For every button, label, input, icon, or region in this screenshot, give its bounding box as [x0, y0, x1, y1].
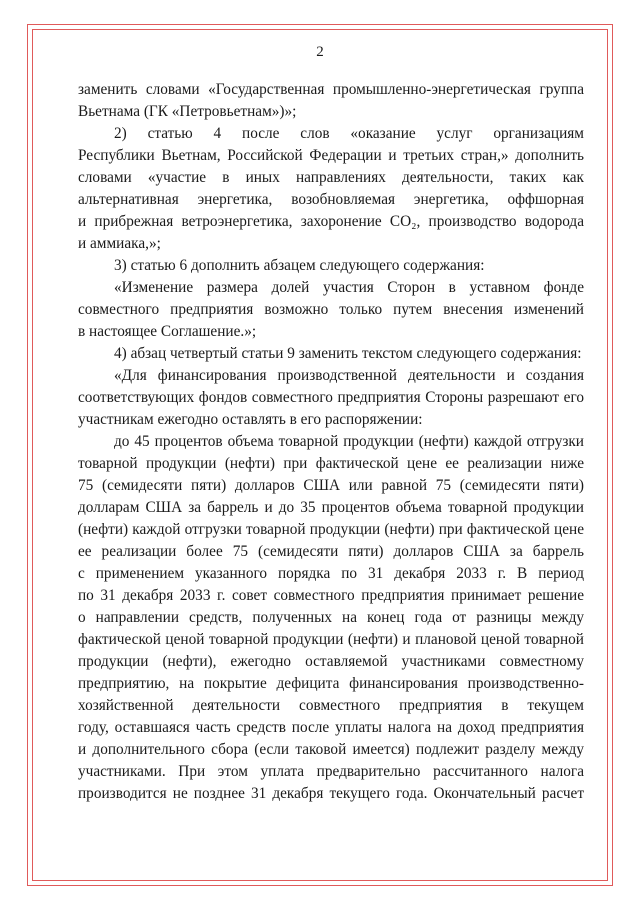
text-line: и прибрежная ветроэнергетика, захоронение CO₂, производство водорода: [78, 213, 584, 230]
text-line: 2) статью 4 после слов «оказание услуг организациям: [114, 125, 584, 142]
text-line: продукции (нефти), ежегодно оставляемой участниками совместному: [78, 653, 584, 670]
text-line: фактической ценой товарной продукции (нефти) и плановой ценой товарной: [78, 631, 584, 648]
page-number: 2: [316, 44, 324, 60]
text-line: заменить словами «Государственная промышленно-энергетическая группа: [78, 81, 584, 98]
text-line: 3) статью 6 дополнить абзацем следующего содержания:: [114, 257, 485, 274]
text-line: году, оставшаяся часть средств после уплаты налога на доход предприятия: [78, 719, 584, 736]
text-line: в настоящее Соглашение.»;: [78, 323, 257, 340]
text-line: и аммиака,»;: [78, 235, 161, 252]
text-line: (нефти) каждой отгрузки товарной продукции (нефти) при фактической цене: [78, 521, 584, 538]
text-line: участниками. При этом уплата предварительно рассчитанного налога: [78, 763, 584, 780]
text-line: 4) абзац четвертый статьи 9 заменить текстом следующего содержания:: [114, 345, 582, 362]
text-line: Вьетнама (ГК «Петровьетнам»)»;: [78, 103, 297, 120]
text-line: «Изменение размера долей участия Сторон в уставном фонде: [114, 279, 584, 296]
text-line: участникам ежегодно оставлять в его распоряжении:: [78, 411, 423, 428]
text-line: с применением указанного порядка по 31 декабря 2033 г. В период: [78, 565, 584, 582]
text-line: 75 (семидесяти пяти) долларов США или равной 75 (семидесяти пяти): [78, 477, 584, 494]
text-line: словами «участие в иных направлениях деятельности, таких как: [78, 169, 584, 186]
text-line: до 45 процентов объема товарной продукции (нефти) каждой отгрузки: [114, 433, 584, 450]
document-body: [78, 79, 584, 805]
text-line: соответствующих фондов совместного предприятия Стороны разрешают его: [78, 389, 584, 406]
text-line: хозяйственной деятельности совместного предприятия в текущем: [78, 697, 584, 714]
text-line: Республики Вьетнам, Российской Федерации и третьих стран,» дополнить: [78, 147, 584, 164]
text-line: по 31 декабря 2033 г. совет совместного предприятия принимает решение: [78, 587, 584, 604]
text-line: товарной продукции (нефти) при фактической цене ее реализации ниже: [78, 455, 584, 472]
text-line: и дополнительного сбора (если таковой имеется) подлежит разделу между: [78, 741, 584, 758]
text-line: «Для финансирования производственной деятельности и создания: [114, 367, 584, 384]
text-line: ее реализации более 75 (семидесяти пяти) долларов США за баррель: [78, 543, 584, 560]
text-line: альтернативная энергетика, возобновляемая энергетика, оффшорная: [78, 191, 584, 208]
text-line: производится не позднее 31 декабря текущего года. Окончательный расчет: [78, 785, 584, 802]
text-line: предприятию, на покрытие дефицита финансирования производственно-: [78, 675, 584, 692]
text-line: долларам США за баррель и до 35 процентов объема товарной продукции: [78, 499, 584, 516]
text-line: о направлении средств, полученных на конец года от разницы между: [78, 609, 584, 626]
text-line: совместного предприятия возможно только путем внесения изменений: [78, 301, 584, 318]
